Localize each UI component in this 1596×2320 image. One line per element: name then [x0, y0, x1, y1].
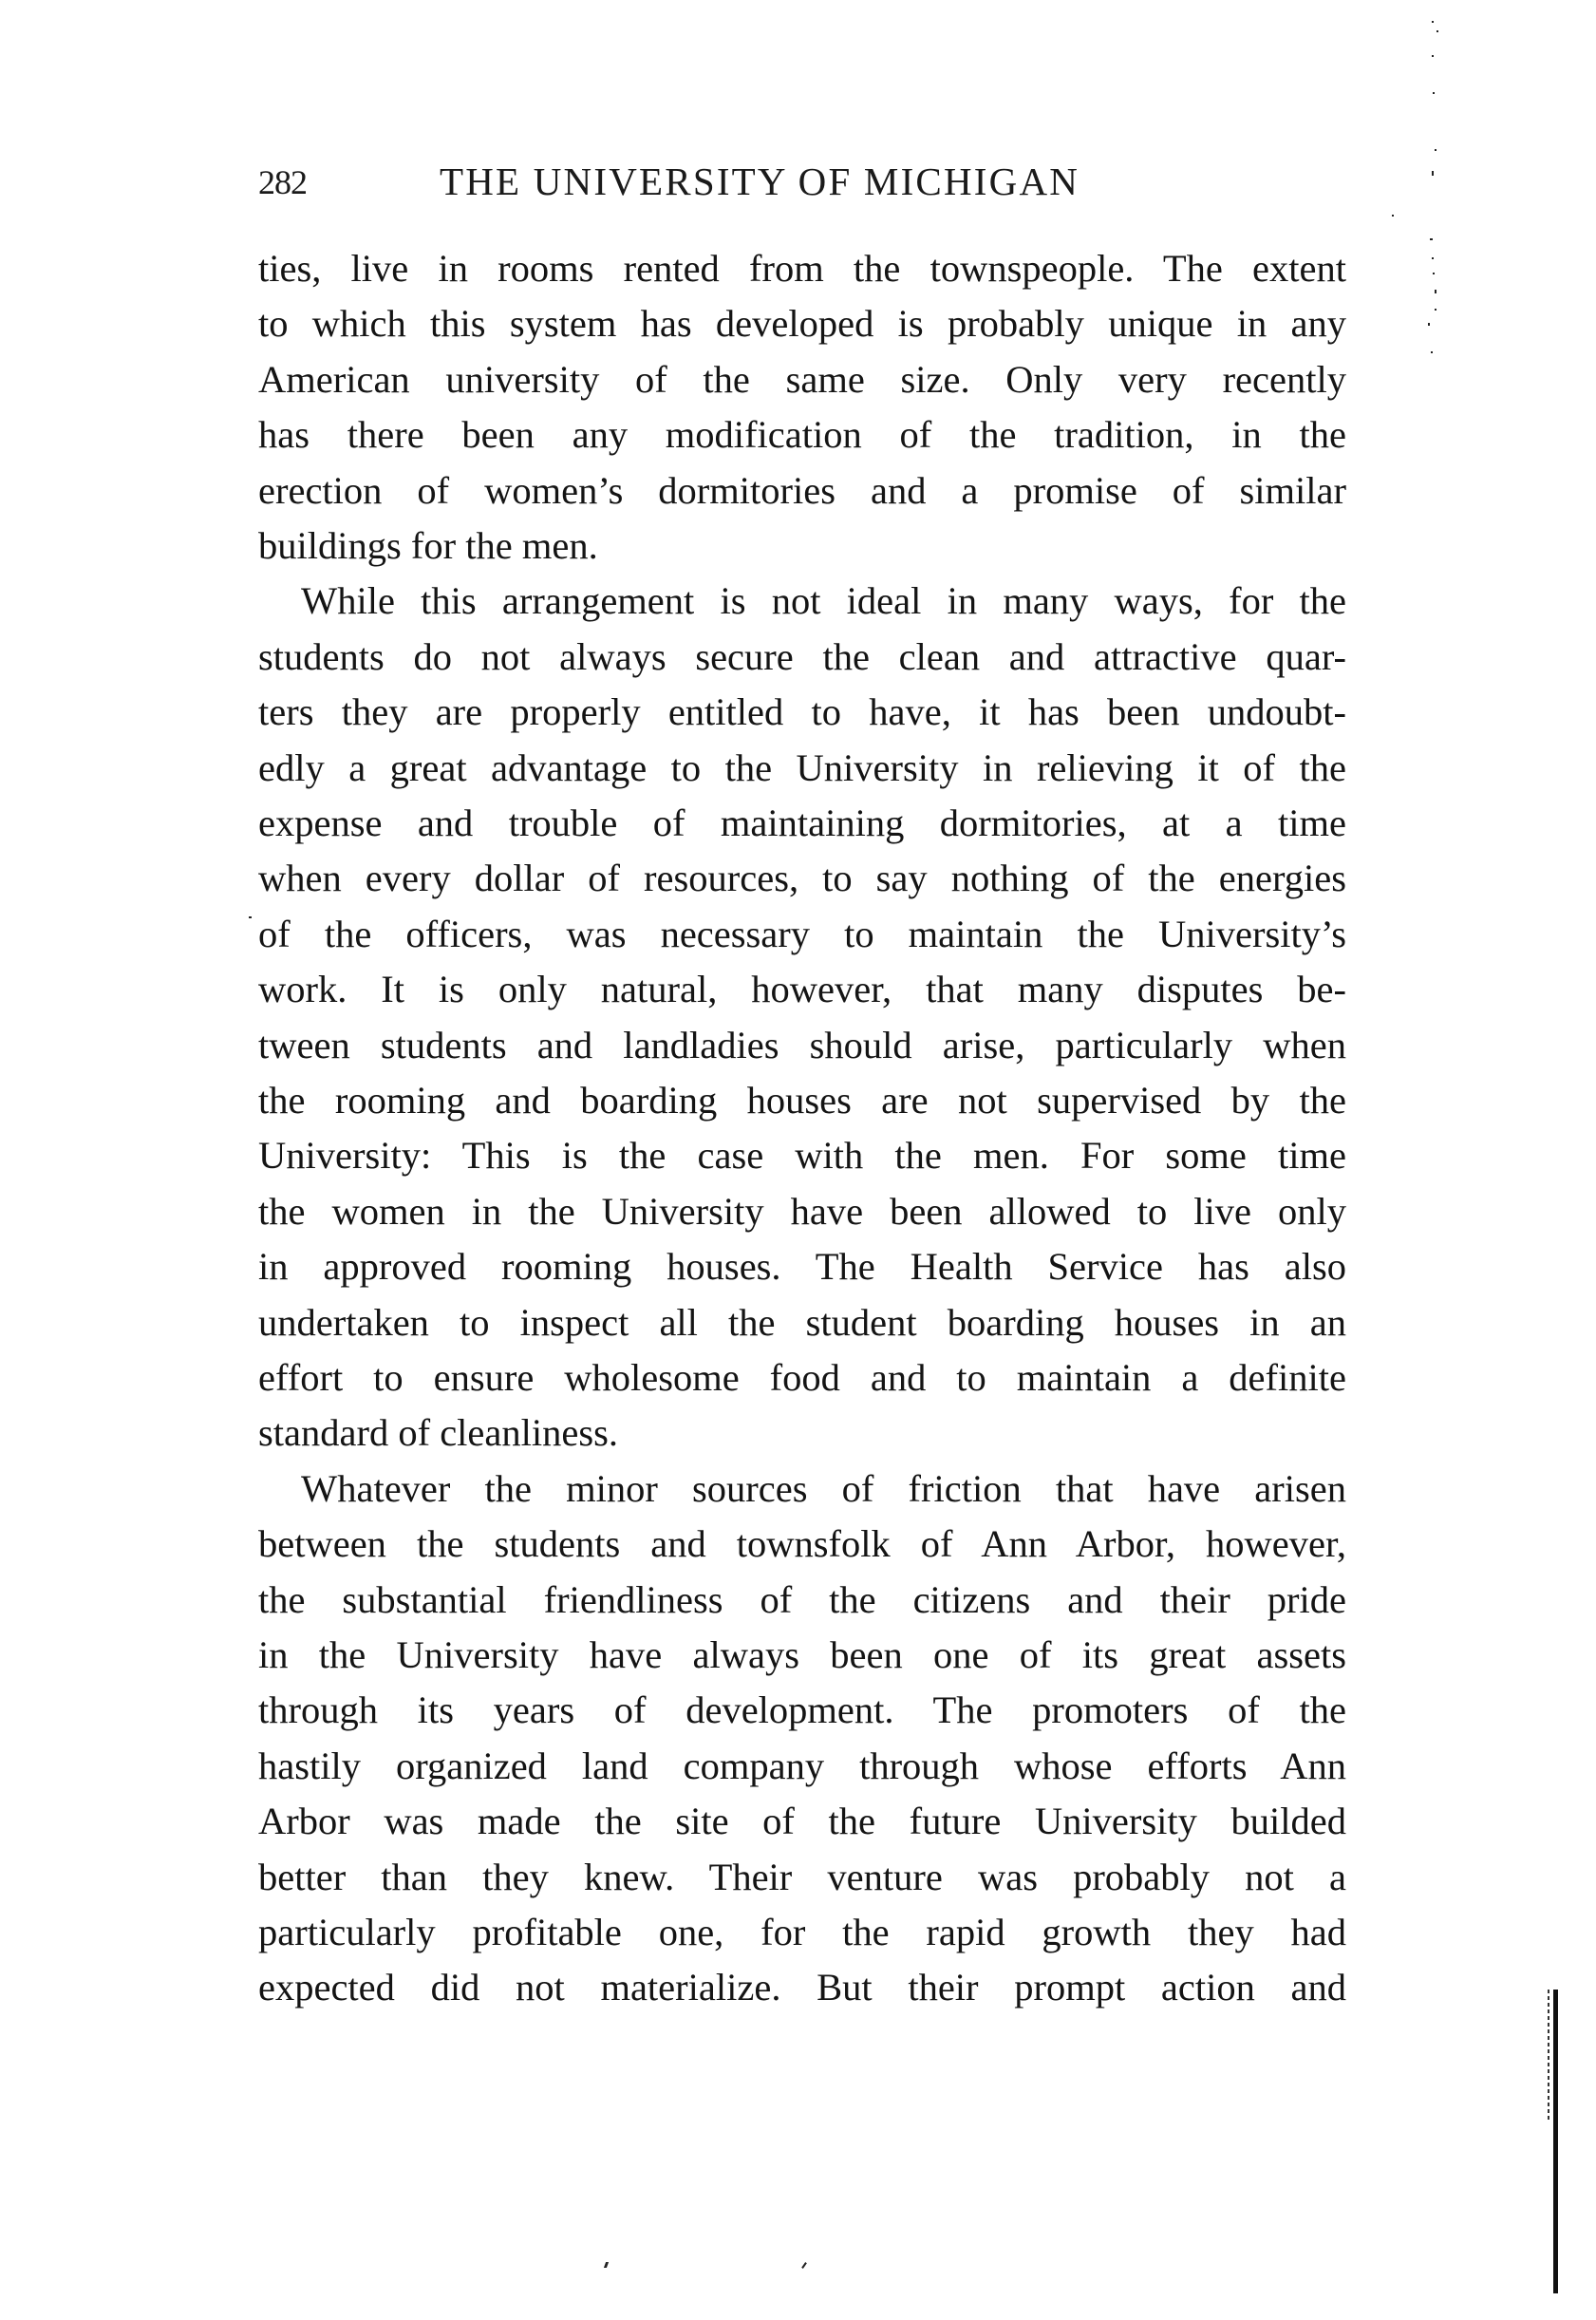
scan-speck [1430, 238, 1433, 240]
running-head [258, 160, 1346, 203]
text-line: standard of cleanliness. [258, 1411, 618, 1454]
scan-speck [1431, 351, 1433, 353]
text-line: when every dollar of resources, to say nothing of the energies [258, 857, 1346, 899]
text-line: University: This is the case with the men. For some time [258, 1134, 1346, 1177]
text-line: in approved rooming houses. The Health Service has also [258, 1245, 1346, 1288]
text-line: hastily organized land company through whose efforts Ann [258, 1745, 1346, 1787]
scan-speck [1436, 30, 1438, 32]
scan-speck [801, 2262, 807, 2269]
text-line: ters they are properly entitled to have, it has been undoubt- [258, 690, 1346, 733]
scan-speck [1392, 215, 1394, 217]
text-line: the substantial friendliness of the citizens and their pride [258, 1578, 1346, 1621]
scan-speck [249, 916, 252, 918]
text-line: work. It is only natural, however, that many disputes be- [258, 968, 1346, 1010]
text-line: effort to ensure wholesome food and to maintain a definite [258, 1356, 1346, 1399]
scan-speck [1428, 323, 1430, 326]
text-line: ties, live in rooms rented from the townspeople. The extent [258, 247, 1346, 290]
text-line: through its years of development. The promoters of the [258, 1688, 1346, 1731]
scan-speck [1432, 21, 1434, 23]
text-line: has there been any modification of the tradition, in the [258, 413, 1346, 456]
text-line: buildings for the men. [258, 524, 598, 567]
text-line: particularly profitable one, for the rapid growth they had [258, 1911, 1346, 1953]
scan-speck [1432, 171, 1434, 176]
text-line: While this arrangement is not ideal in many ways, for the [301, 579, 1346, 622]
scan-speck [1435, 290, 1436, 293]
text-line: in the University have always been one of its great assets [258, 1633, 1346, 1676]
text-line: between the students and townsfolk of Ann Arbor, however, [258, 1522, 1346, 1565]
text-line: edly a great advantage to the University in relieving it of the [258, 746, 1346, 789]
scan-speck [1432, 55, 1434, 57]
text-line: Whatever the minor sources of friction that have arisen [301, 1467, 1346, 1510]
text-line: tween students and landladies should arise, particularly when [258, 1024, 1346, 1066]
text-line: students do not always secure the clean and attractive quar- [258, 635, 1346, 678]
scan-speck [1433, 273, 1435, 274]
running-title: THE UNIVERSITY OF MICHIGAN [440, 160, 1080, 203]
text-line: to which this system has developed is probably unique in any [258, 302, 1346, 345]
text-line: undertaken to inspect all the student boarding houses in an [258, 1301, 1346, 1344]
text-line: American university of the same size. Only very recently [258, 358, 1346, 401]
text-line: expected did not materialize. But their prompt action and [258, 1966, 1346, 2009]
text-line: the rooming and boarding houses are not supervised by the [258, 1079, 1346, 1122]
text-line: Arbor was made the site of the future University builded [258, 1800, 1346, 1842]
scan-speck [1435, 309, 1436, 311]
scan-speck [1433, 92, 1435, 94]
scan-edge-line [1553, 1990, 1558, 2293]
scan-speck [1435, 149, 1436, 151]
text-line: erection of women’s dormitories and a promise of similar [258, 469, 1346, 512]
scan-speck [604, 2262, 609, 2268]
text-line: expense and trouble of maintaining dormitories, at a time [258, 802, 1346, 844]
scan-edge-shadow [1548, 1990, 1549, 2122]
text-line: the women in the University have been allowed to live only [258, 1190, 1346, 1233]
text-line: better than they knew. Their venture was probably not a [258, 1856, 1346, 1898]
text-line: of the officers, was necessary to maintain the University’s [258, 913, 1346, 955]
page-number: 282 [258, 163, 307, 201]
scan-speck [1432, 257, 1434, 259]
